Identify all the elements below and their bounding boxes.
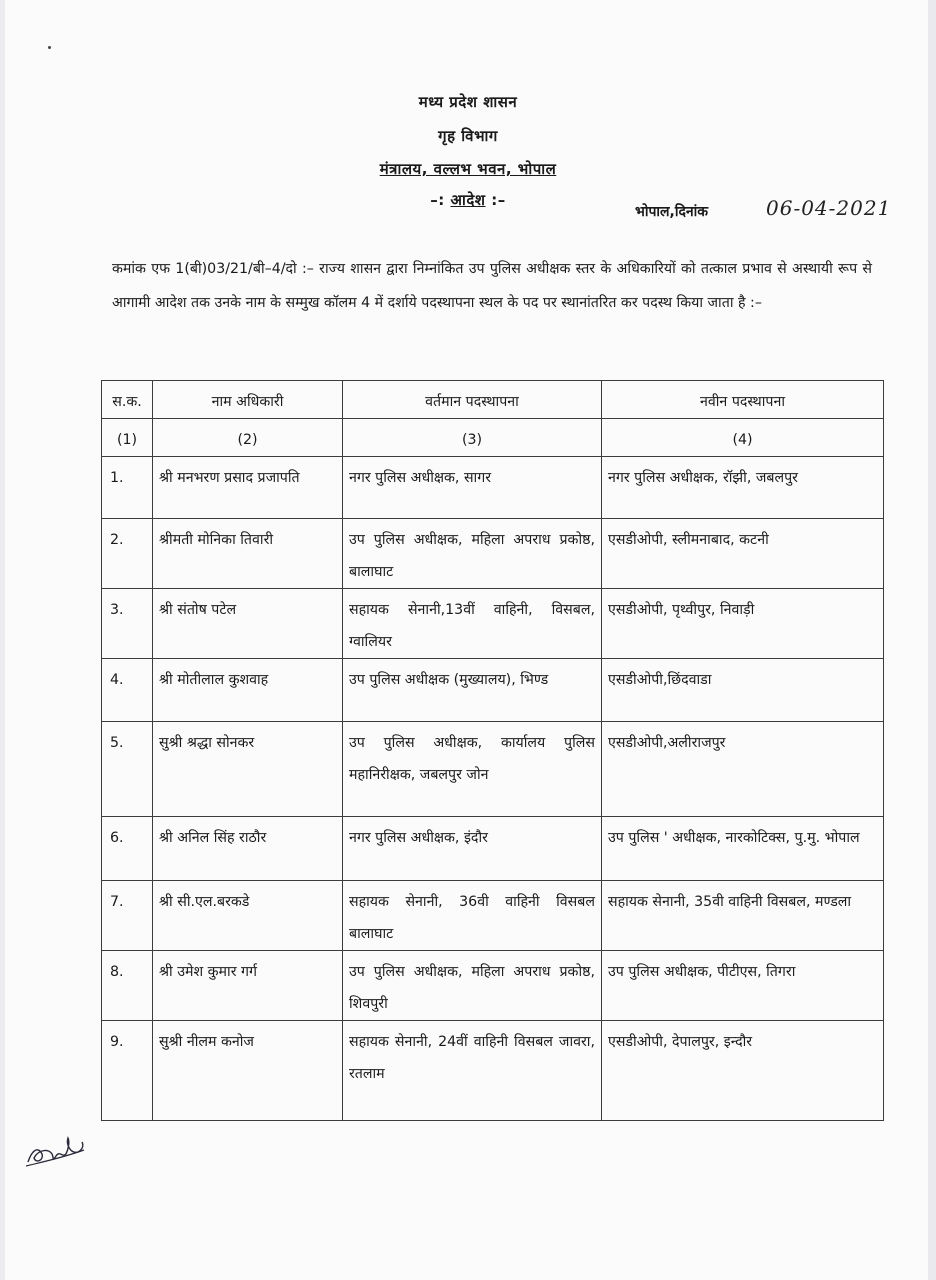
speck (48, 46, 51, 49)
new-posting-cell: उप पुलिस ' अधीक्षक, नारकोटिक्स, पु.मु. भोपाल (602, 817, 884, 881)
serial-number-cell: 6. (102, 817, 153, 881)
header-address: मंत्रालय, वल्लभ भवन, भोपाल (379, 160, 557, 178)
new-posting-cell: एसडीओपी, स्लीमनाबाद, कटनी (602, 519, 884, 589)
table-row (102, 659, 884, 722)
officer-name-cell: श्रीमती मोनिका तिवारी (153, 519, 343, 589)
order-title: आदेश (450, 191, 486, 209)
header-state-government: मध्य प्रदेश शासन (418, 93, 518, 111)
serial-number-cell: 3. (102, 589, 153, 659)
handwritten-date: 06-04-2021 (766, 196, 892, 220)
new-posting-cell: उप पुलिस अधीक्षक, पीटीएस, तिगरा (602, 951, 884, 1021)
order-prefix: –: (430, 191, 451, 209)
serial-number-cell: 2. (102, 519, 153, 589)
new-posting-cell: एसडीओपी, पृथ्वीपुर, निवाड़ी (602, 589, 884, 659)
current-posting-cell: सहायक सेनानी, 24वीं वाहिनी विसबल जावरा, रतलाम (343, 1021, 602, 1121)
table-row (102, 589, 884, 659)
table-row (102, 881, 884, 951)
table-row (102, 951, 884, 1021)
transfer-table (101, 380, 884, 1121)
column-number-1: (1) (102, 419, 153, 457)
new-posting-cell: सहायक सेनानी, 35वी वाहिनी विसबल, मण्डला (602, 881, 884, 951)
header-current-posting: वर्तमान पदस्थापना (343, 381, 602, 419)
current-posting-cell: उप पुलिस अधीक्षक (मुख्यालय), भिण्ड (343, 659, 602, 722)
officer-name-cell: सुश्री नीलम कनोज (153, 1021, 343, 1121)
column-number-row (102, 419, 884, 457)
header-serial-no: स.क. (102, 381, 153, 419)
current-posting-cell: सहायक सेनानी, 36वी वाहिनी विसबल बालाघाट (343, 881, 602, 951)
header-new-posting: नवीन पदस्थापना (602, 381, 884, 419)
officer-name-cell: श्री उमेश कुमार गर्ग (153, 951, 343, 1021)
current-posting-cell: नगर पुलिस अधीक्षक, सागर (343, 457, 602, 519)
current-posting-cell: उप पुलिस अधीक्षक, महिला अपराध प्रकोष्ठ, शिवपुरी (343, 951, 602, 1021)
signature-initials (22, 1128, 88, 1172)
table-header-row (102, 381, 884, 419)
current-posting-cell: सहायक सेनानी,13वीं वाहिनी, विसबल, ग्वालियर (343, 589, 602, 659)
serial-number-cell: 1. (102, 457, 153, 519)
serial-number-cell: 7. (102, 881, 153, 951)
table-row (102, 519, 884, 589)
column-number-3: (3) (343, 419, 602, 457)
header-officer-name: नाम अधिकारी (153, 381, 343, 419)
officer-name-cell: श्री अनिल सिंह राठौर (153, 817, 343, 881)
serial-number-cell: 9. (102, 1021, 153, 1121)
serial-number-cell: 8. (102, 951, 153, 1021)
column-number-4: (4) (602, 419, 884, 457)
officer-name-cell: श्री मनभरण प्रसाद प्रजापति (153, 457, 343, 519)
new-posting-cell: नगर पुलिस अधीक्षक, रॉझी, जबलपुर (602, 457, 884, 519)
date-label: भोपाल,दिनांक (635, 204, 709, 220)
new-posting-cell: एसडीओपी,अलीराजपुर (602, 722, 884, 817)
table-row (102, 722, 884, 817)
table-row (102, 457, 884, 519)
new-posting-cell: एसडीओपी, देपालपुर, इन्दौर (602, 1021, 884, 1121)
table-row (102, 817, 884, 881)
officer-name-cell: श्री संतोष पटेल (153, 589, 343, 659)
serial-number-cell: 4. (102, 659, 153, 722)
column-number-2: (2) (153, 419, 343, 457)
officer-name-cell: श्री सी.एल.बरकडे (153, 881, 343, 951)
new-posting-cell: एसडीओपी,छिंदवाडा (602, 659, 884, 722)
order-suffix: :– (485, 191, 506, 209)
table-row (102, 1021, 884, 1121)
order-body-paragraph: कमांक एफ 1(बी)03/21/बी–4/दो :– राज्य शासन द्वारा निम्नांकित उप पुलिस अधीक्षक स्तर के अधिकारियों को तत्काल प्रभाव से अस्थायी रूप से आगामी आदेश तक उनके नाम के सम्मुख कॉलम 4 में दर्शाये पदस्थापना स्थल के पद पर स्थानांतरित कर पदस्थ किया जाता है :– (112, 261, 872, 311)
header-department: गृह विभाग (438, 127, 498, 145)
current-posting-cell: उप पुलिस अधीक्षक, कार्यालय पुलिस महानिरीक्षक, जबलपुर जोन (343, 722, 602, 817)
current-posting-cell: उप पुलिस अधीक्षक, महिला अपराध प्रकोष्ठ, बालाघाट (343, 519, 602, 589)
current-posting-cell: नगर पुलिस अधीक्षक, इंदौर (343, 817, 602, 881)
officer-name-cell: श्री मोतीलाल कुशवाह (153, 659, 343, 722)
officer-name-cell: सुश्री श्रद्धा सोनकर (153, 722, 343, 817)
serial-number-cell: 5. (102, 722, 153, 817)
